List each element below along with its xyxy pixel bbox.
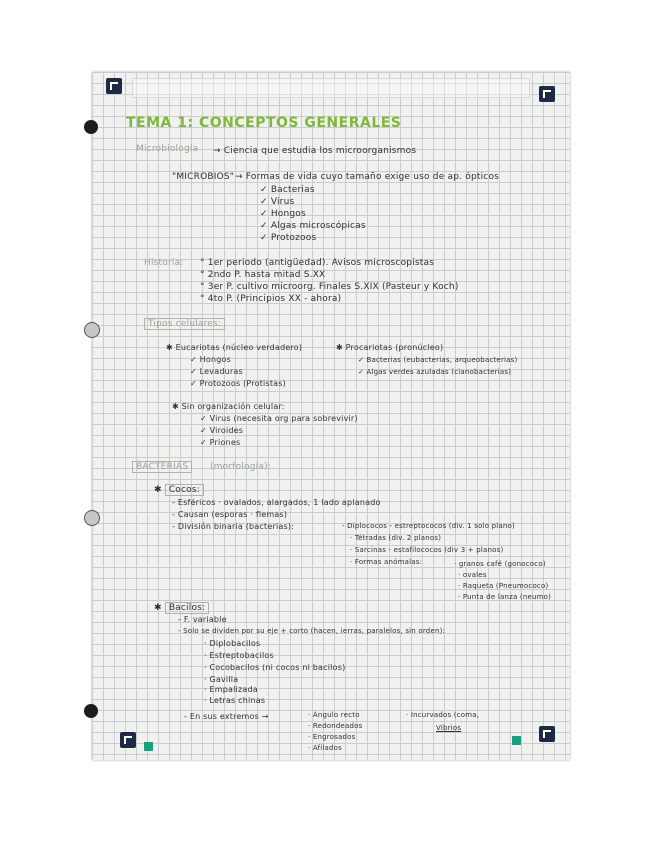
list-item: ✓ Levaduras: [190, 367, 243, 376]
microbiologia-label: Microbiología: [136, 144, 199, 154]
microbios-label: "MICROBIOS": [172, 172, 235, 182]
list-item: ° 1er periodo (antigüedad). Avisos microscopistas: [200, 258, 435, 268]
bacilo-item: · Letras chinas: [204, 696, 266, 705]
extremos-label: - En sus extremos →: [184, 712, 269, 721]
bacilo-item: · Estreptobacilos: [204, 651, 274, 660]
page-title: TEMA 1: CONCEPTOS GENERALES: [126, 115, 402, 131]
list-item: ✓ Virus (necesita org para sobrevivir): [200, 414, 358, 423]
vibrios-label: Vibrios: [436, 724, 462, 732]
list-item: ° 4to P. (Principios XX - ahora): [200, 294, 342, 304]
list-item: ✓ Virus: [260, 197, 295, 207]
division-item: · Sarcinas - estafilococos (div 3 + planos): [350, 546, 504, 554]
extremo-item: · Redondeados: [308, 722, 363, 730]
historia-label: Historia:: [144, 258, 184, 268]
cocos-line: - Causan (esporas · flemas): [172, 510, 288, 519]
header-strip: [132, 78, 530, 98]
corner-mark-icon: [106, 78, 122, 94]
incurvados-label: · Incurvados (coma,: [406, 711, 480, 719]
square-mark-icon: [144, 742, 153, 751]
bacilo-item: · Diplobacilos: [204, 639, 261, 648]
square-mark-icon: [512, 736, 521, 745]
sin-organizacion-label: ✱ Sin organización celular:: [172, 402, 285, 411]
procariotas-label: ✱ Procariotas (pronúcleo): [336, 343, 444, 352]
anomala-item: · Punta de lanza (neumo): [458, 593, 552, 601]
corner-mark-icon: [539, 726, 555, 742]
list-item: ✓ Protozoos: [260, 233, 317, 243]
binder-hole-icon: [84, 120, 98, 134]
binder-hole-icon: [84, 704, 98, 718]
bacterias-sub: (morfología):: [210, 462, 272, 472]
anomala-item: · ovales: [458, 571, 487, 579]
list-item: ✓ Algas microscópicas: [260, 221, 366, 231]
division-item: · Formas anómalas:: [350, 558, 423, 566]
anomala-item: · Raqueta (Pneumococo): [458, 582, 549, 590]
extremo-item: · Ángulo recto: [308, 711, 360, 719]
bacilo-item: · Cocobacilos (ni cocos ni bacilos): [204, 663, 346, 672]
bacterias-label: BACTERIAS: [132, 461, 192, 473]
binder-hole-icon: [84, 322, 100, 338]
anomala-item: · granos café (gonococo): [454, 560, 546, 568]
list-item: ✓ Protozoos (Protistas): [190, 379, 286, 388]
list-item: ✓ Hongos: [260, 209, 306, 219]
bacilo-item: · Empalizada: [204, 685, 258, 694]
binder-hole-icon: [84, 510, 100, 526]
bacilos-line: - Solo se dividen por su eje + corto (hacen, ierras, paralelos, sin orden):: [178, 627, 446, 635]
bacilo-item: · Gavilla: [204, 675, 239, 684]
list-item: ° 3er P. cultivo microorg. Finales S.XIX (Pasteur y Koch): [200, 282, 459, 292]
list-item: ✓ Algas verdes azuladas (cianobacterias): [358, 368, 512, 376]
bacilos-line: - F. variable: [178, 615, 227, 624]
list-item: ° 2ndo P. hasta mitad S.XX: [200, 270, 326, 280]
eucariotas-label: ✱ Eucariotas (núcleo verdadero): [166, 343, 303, 352]
division-item: - Diplococos - estreptococos (div. 1 solo plano): [342, 522, 515, 530]
list-item: ✓ Priones: [200, 438, 241, 447]
extremo-item: · Afilados: [308, 744, 343, 752]
list-item: ✓ Hongos: [190, 355, 231, 364]
tipos-celulares-label: Tipos celulares:: [144, 318, 225, 330]
division-item: · Tétradas (div. 2 planos): [350, 534, 442, 542]
list-item: ✓ Viroides: [200, 426, 244, 435]
microbios-definition: → Formas de vida cuyo tamaño exige uso de ap. ópticos: [235, 172, 500, 182]
extremo-item: · Engrosados: [308, 733, 356, 741]
cocos-line: - Esféricos · ovalados, alargados, 1 lado aplanado: [172, 498, 381, 507]
notebook-page: [92, 72, 570, 760]
corner-mark-icon: [539, 86, 555, 102]
bacilos-label: ✱ Bacilos:: [154, 603, 209, 613]
corner-mark-icon: [120, 732, 136, 748]
list-item: ✓ Bacterias: [260, 185, 315, 195]
microbiologia-definition: → Ciencia que estudia los microorganismos: [213, 146, 417, 156]
list-item: ✓ Bacterias (eubacterias, arqueobacterias): [358, 356, 518, 364]
cocos-line: - División binaria (bacterias):: [172, 522, 295, 531]
cocos-label: ✱ Cocos:: [154, 485, 204, 495]
